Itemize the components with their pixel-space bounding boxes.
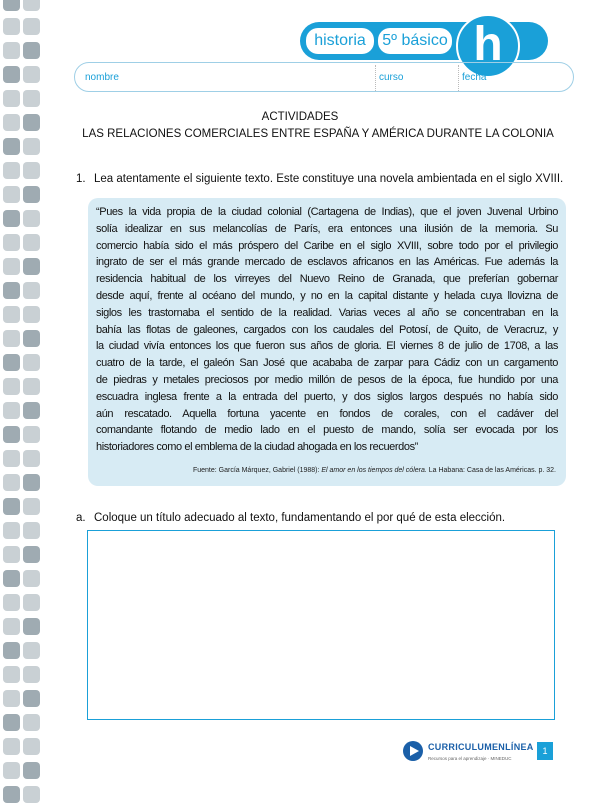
border-tile	[3, 426, 20, 443]
border-tile	[23, 42, 40, 59]
quote-line: escuadra inglesa frente a la entrada del puerto, y dos siglos largos después no había sido	[96, 390, 558, 403]
border-tile	[23, 210, 40, 227]
source-publisher: La Habana: Casa de las Américas. p. 32.	[426, 467, 556, 474]
quote-line: siglos les trastornaba el sentido de la realidad. Varias veces al año se concentraban en la	[96, 306, 558, 319]
page-title: LAS RELACIONES COMERCIALES ENTRE ESPAÑA Y AMÉRICA DURANTE LA COLONIA	[82, 128, 554, 140]
border-tile	[23, 426, 40, 443]
divider	[375, 65, 376, 91]
border-tile	[3, 90, 20, 107]
border-tile	[3, 42, 20, 59]
border-tile	[3, 378, 20, 395]
divider	[458, 65, 459, 91]
source-citation	[193, 466, 556, 475]
border-tile	[23, 450, 40, 467]
border-tile	[23, 90, 40, 107]
border-tile	[3, 450, 20, 467]
quote-line: desde aquí, frente al océano del mundo, y no en la capital distante y helada cuya llovizna de	[96, 290, 558, 302]
quote-line: la ciudad vivía entonces los que fueron sus años de gloria. El viernes 8 de julio de 1708, a las	[96, 340, 558, 353]
border-tile	[23, 690, 40, 707]
border-tile	[3, 786, 20, 803]
subject-logo: h	[456, 14, 520, 78]
border-tile	[23, 306, 40, 323]
border-tile	[3, 258, 20, 275]
quote-line: comandante flotando de medio lado en el puesto de mando, solía ser evocada por los	[96, 424, 558, 437]
border-tile	[3, 162, 20, 179]
border-tile	[23, 738, 40, 755]
border-tile	[3, 306, 20, 323]
quote-line: de piedras y metales preciosos por medio millón de pesos de la época, fue hundido por una	[96, 374, 558, 386]
question-text: Lea atentamente el siguiente texto. Este constituye una novela ambientada en el siglo XVIII.	[94, 173, 564, 185]
border-tile	[23, 378, 40, 395]
subject-badge: historia	[306, 28, 374, 54]
answer-box[interactable]	[87, 530, 555, 720]
border-tile	[23, 354, 40, 371]
border-tile	[23, 498, 40, 515]
border-tile	[3, 666, 20, 683]
border-tile	[3, 738, 20, 755]
border-tile	[3, 234, 20, 251]
border-tile	[23, 258, 40, 275]
border-tile	[3, 522, 20, 539]
border-tile	[3, 282, 20, 299]
border-tile	[3, 642, 20, 659]
border-tile	[23, 474, 40, 491]
curriculum-logo-icon	[403, 741, 423, 761]
border-tile	[3, 498, 20, 515]
border-tile	[23, 762, 40, 779]
border-tile	[3, 354, 20, 371]
border-tile	[3, 762, 20, 779]
question-number: 1.	[76, 173, 86, 185]
border-tile	[23, 186, 40, 203]
border-tile	[3, 18, 20, 35]
quote-line: historiadores como el emblema de la ciudad ahogada en los recuerdos”	[96, 441, 418, 454]
border-tile	[23, 666, 40, 683]
quote-line: ingrato de ser el más grande mercado de esclavos africanos en las Américas. Fue además la	[96, 256, 558, 269]
border-tile	[3, 690, 20, 707]
quote-line: comercio había sido el más próspero del Caribe en el siglo XVIII, sobre todo por el privilegio	[96, 239, 558, 252]
border-tile	[23, 594, 40, 611]
border-tile	[23, 786, 40, 803]
border-tile	[23, 0, 40, 11]
brand-name: CURRICULUMENLÍNEA	[428, 742, 534, 752]
student-info-bar	[74, 62, 574, 92]
source-author: Fuente: García Márquez, Gabriel (1988):	[192, 467, 322, 474]
border-tile	[23, 714, 40, 731]
border-tile	[23, 546, 40, 563]
name-field[interactable]: nombre	[85, 72, 119, 83]
quote-line: cuatro de la tarde, el galeón San José que acababa de zarpar para Cádiz con un cargamento	[96, 357, 558, 370]
course-field[interactable]: curso	[379, 72, 404, 83]
border-tile	[3, 570, 20, 587]
quote-line: “Pues la vida propia de la ciudad colonial (Cartagena de Indias), que el joven Juvenal Urbino	[96, 206, 558, 218]
border-tile	[23, 642, 40, 659]
border-tile	[3, 546, 20, 563]
quote-line: residencia habitual de los virreyes del Nuevo Reino de Granada, que preferían gobernar	[96, 273, 558, 286]
border-tile	[23, 282, 40, 299]
page-number: 1	[537, 742, 553, 760]
border-tile	[3, 186, 20, 203]
border-tile	[3, 714, 20, 731]
activities-heading: ACTIVIDADES	[261, 111, 339, 123]
border-tile	[23, 330, 40, 347]
quote-line: bahía las flotas de galeones, cargados con los caudales del Potosí, de Quito, de Veracruz, y	[96, 323, 558, 336]
border-tile	[23, 522, 40, 539]
question-letter: a.	[76, 512, 86, 524]
brand-subtitle: Recursos para el aprendizaje · MINEDUC	[428, 756, 512, 761]
grade-badge: 5º básico	[378, 28, 452, 54]
border-tile	[23, 234, 40, 251]
quote-line: solía idealizar en sus melancolías de París, era entonces una ilusión de la memoria. Su	[96, 222, 558, 235]
border-tile	[23, 18, 40, 35]
border-tile	[3, 330, 20, 347]
border-tile	[3, 474, 20, 491]
border-tile	[3, 618, 20, 635]
border-tile	[3, 0, 20, 11]
question-a-text: Coloque un título adecuado al texto, fundamentando el por qué de esta elección.	[94, 512, 506, 524]
border-tile	[3, 66, 20, 83]
border-tile	[23, 66, 40, 83]
quote-line: aún rescatado. Aquella fortuna yacente en fondos de corales, con el cadáver del	[96, 407, 558, 420]
border-tile	[23, 402, 40, 419]
border-tile	[23, 162, 40, 179]
border-tile	[3, 402, 20, 419]
border-tile	[23, 570, 40, 587]
border-tile	[3, 210, 20, 227]
source-book: El amor en los tiempos del cólera.	[321, 467, 427, 474]
date-field[interactable]: fecha	[462, 72, 487, 83]
border-tile	[23, 618, 40, 635]
border-tile	[3, 594, 20, 611]
